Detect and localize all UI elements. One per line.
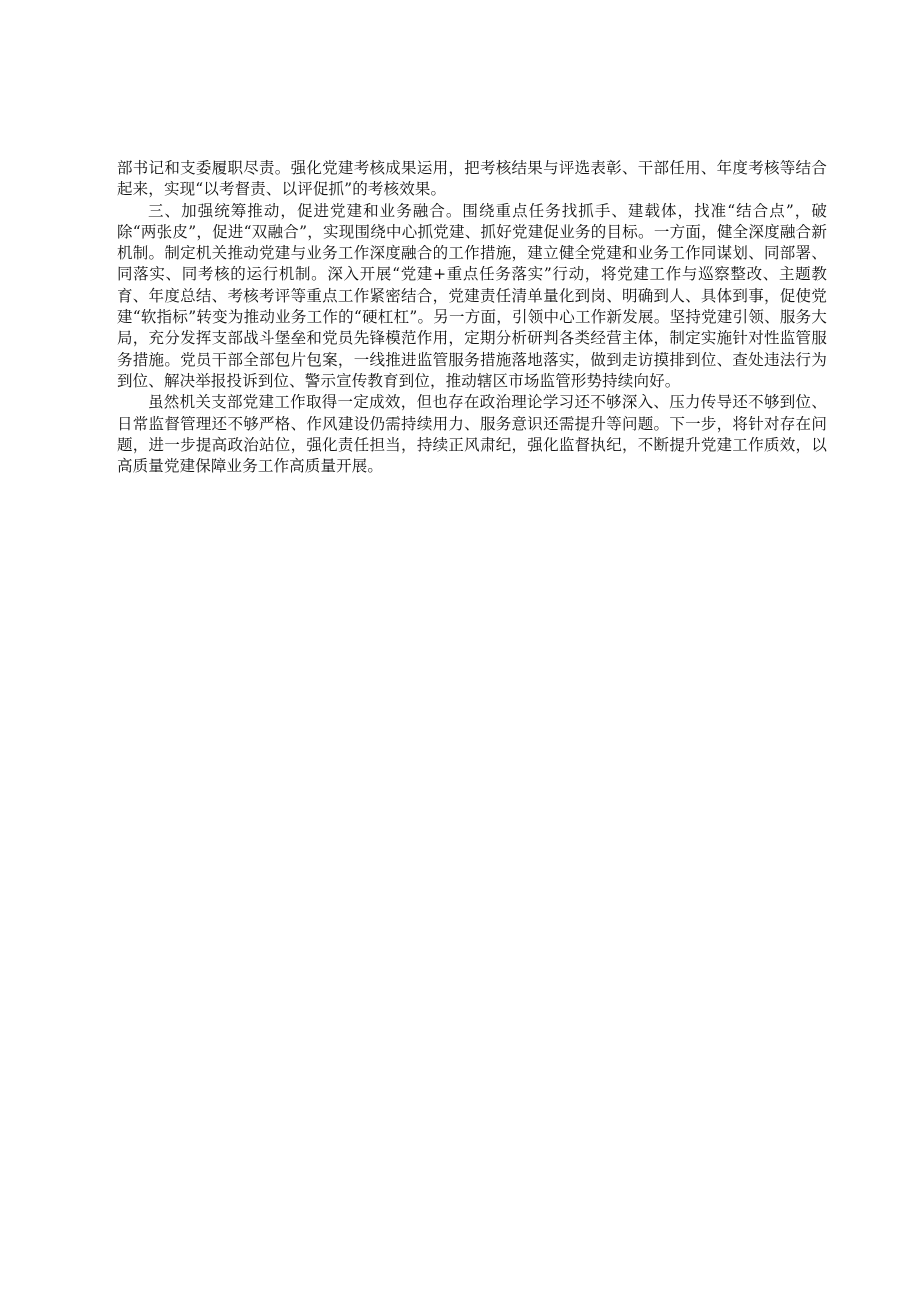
paragraph-section-three: 三、加强统筹推动，促进党建和业务融合。围绕重点任务找抓手、建载体，找准“结合点”，破除“两张皮”，促进“双融合”，实现围绕中心抓党建、抓好党建促业务的目标。一方面，健全深度融合新机制。制定机关推动党建与业务工作深度融合的工作措施，建立健全党建和业务工作同谋划、同部署、同落实、同考核的运行机制。深入开展“党建+重点任务落实”行动，将党建工作与巡察整改、主题教育、年度总结、考核考评等重点工作紧密结合，党建责任清单量化到岗、明确到人、具体到事，促使党建“软指标”转变为推动业务工作的“硬杠杠”。另一方面，引领中心工作新发展。坚持党建引领、服务大局，充分发挥支部战斗堡垒和党员先锋模范作用，定期分析研判各类经营主体，制定实施针对性监管服务措施。党员干部全部包片包案，一线推进监管服务措施落地落实，做到走访摸排到位、查处违法行为到位、解决举报投诉到位、警示宣传教育到位，推动辖区市场监管形势持续向好。 (117, 201, 827, 390)
document-body (117, 158, 827, 477)
paragraph-conclusion: 虽然机关支部党建工作取得一定成效，但也存在政治理论学习还不够深入、压力传导还不够到位、日常监督管理还不够严格、作风建设仍需持续用力、服务意识还需提升等问题。下一步，将针对存在问题，进一步提高政治站位，强化责任担当，持续正风肃纪，强化监督执纪，不断提升党建工作质效，以高质量党建保障业务工作高质量开展。 (117, 393, 827, 476)
paragraph-continuation: 部书记和支委履职尽责。强化党建考核成果运用，把考核结果与评选表彰、干部任用、年度考核等结合起来，实现“以考督责、以评促抓”的考核效果。 (117, 159, 827, 199)
